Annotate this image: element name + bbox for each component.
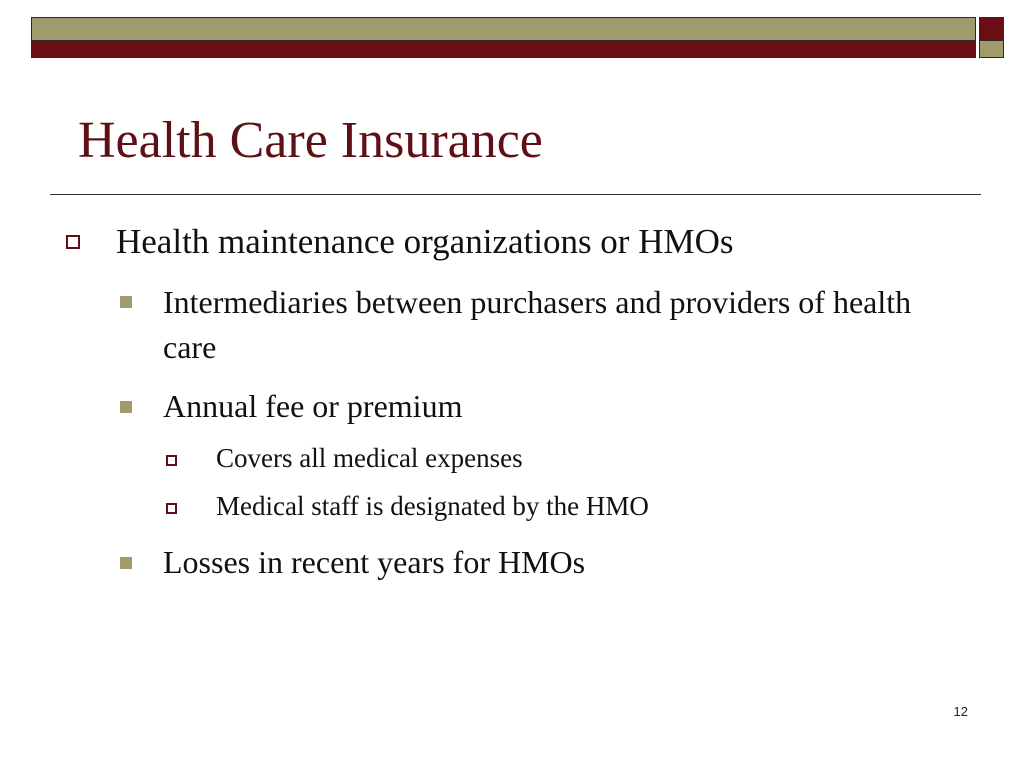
title-divider [50,194,981,195]
hollow-square-icon [66,235,80,249]
solid-square-icon [120,401,132,413]
slide-title: Health Care Insurance [78,112,543,169]
header-bar-top [31,17,976,41]
solid-square-icon [120,296,132,308]
hollow-square-icon [166,455,177,466]
bullet-text: Health maintenance organizations or HMOs [116,222,734,261]
bullet-text: Medical staff is designated by the HMO [216,491,649,521]
header-corner-square-bottom [979,41,1004,58]
bullet-text: Losses in recent years for HMOs [163,544,586,580]
bullet-text: Covers all medical expenses [216,443,523,473]
bullet-text: Annual fee or premium [163,388,463,424]
header-bar-stripe [31,41,976,58]
page-number: 12 [953,704,968,719]
header-corner-square-top [979,17,1004,41]
bullet-text: Intermediaries between purchasers and providers of health care [163,284,912,365]
solid-square-icon [120,557,132,569]
hollow-square-icon [166,503,177,514]
